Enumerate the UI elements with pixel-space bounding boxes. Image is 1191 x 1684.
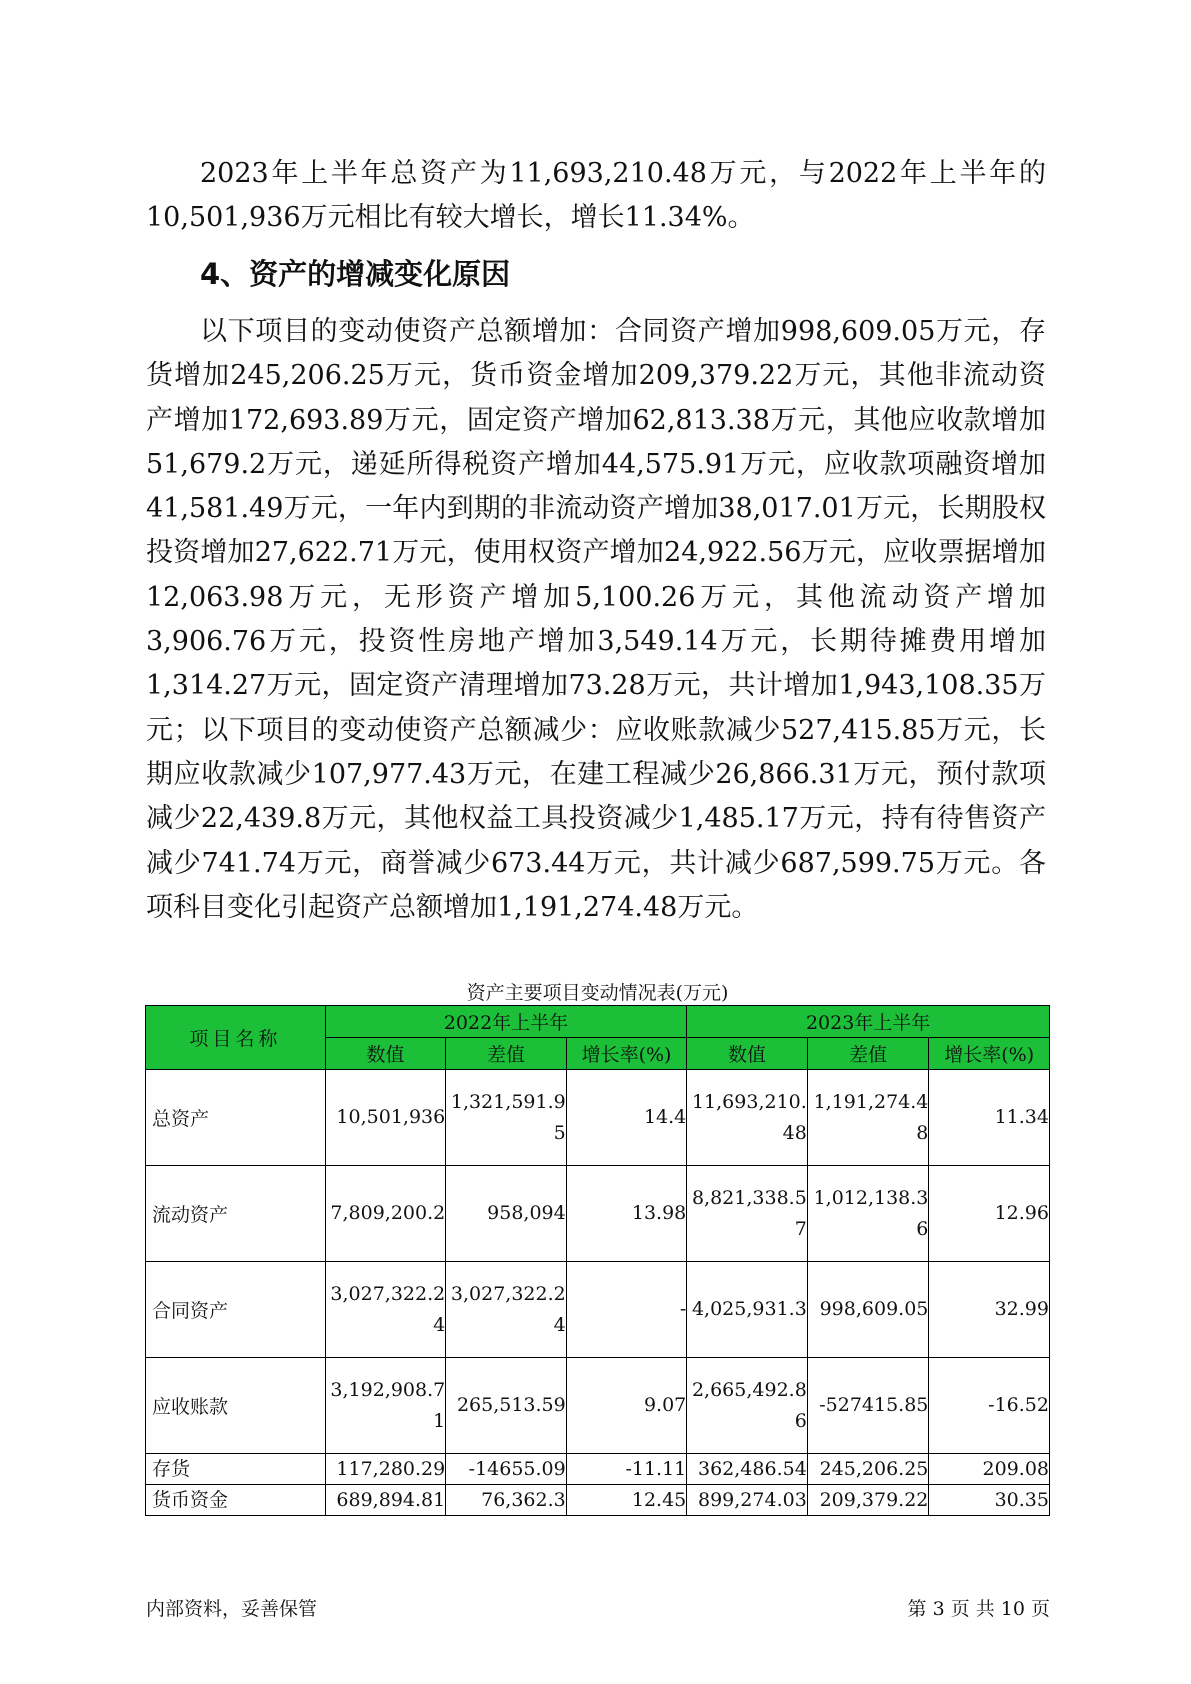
table-row bbox=[146, 1262, 1050, 1358]
header-item-name: 项目名称 bbox=[146, 1006, 326, 1070]
header-growth-2023: 增长率(%) bbox=[929, 1038, 1050, 1070]
header-value-2023: 数值 bbox=[687, 1038, 808, 1070]
table-row bbox=[146, 1358, 1050, 1454]
cell-growth-2023: 12.96 bbox=[929, 1166, 1050, 1262]
header-diff-2023: 差值 bbox=[807, 1038, 929, 1070]
header-period-2023: 2023年上半年 bbox=[687, 1006, 1050, 1038]
cell-diff-2022: 1,321,591.95 bbox=[446, 1070, 567, 1166]
header-growth-2022: 增长率(%) bbox=[566, 1038, 687, 1070]
row-name: 存货 bbox=[146, 1454, 326, 1485]
section-heading: 4、资产的增减变化原因 bbox=[200, 257, 511, 291]
cell-growth-2022: -11.11 bbox=[566, 1454, 687, 1485]
cell-growth-2022: 9.07 bbox=[566, 1358, 687, 1454]
header-period-2022: 2022年上半年 bbox=[325, 1006, 687, 1038]
cell-diff-2023: 1,191,274.48 bbox=[807, 1070, 929, 1166]
cell-growth-2023: -16.52 bbox=[929, 1358, 1050, 1454]
cell-value-2023: 899,274.03 bbox=[687, 1485, 808, 1516]
cell-value-2022: 689,894.81 bbox=[325, 1485, 446, 1516]
cell-value-2023: 2,665,492.86 bbox=[687, 1358, 808, 1454]
cell-diff-2023: 245,206.25 bbox=[807, 1454, 929, 1485]
table-row bbox=[146, 1070, 1050, 1166]
table-row bbox=[146, 1454, 1050, 1485]
cell-growth-2022: 12.45 bbox=[566, 1485, 687, 1516]
table-row bbox=[146, 1166, 1050, 1262]
cell-diff-2022: 265,513.59 bbox=[446, 1358, 567, 1454]
cell-growth-2022: 13.98 bbox=[566, 1166, 687, 1262]
cell-diff-2023: 209,379.22 bbox=[807, 1485, 929, 1516]
cell-diff-2022: 958,094 bbox=[446, 1166, 567, 1262]
cell-diff-2022: -14655.09 bbox=[446, 1454, 567, 1485]
footer-page-number: 第 3 页 共 10 页 bbox=[907, 1598, 1050, 1620]
cell-value-2022: 7,809,200.2 bbox=[325, 1166, 446, 1262]
cell-growth-2023: 11.34 bbox=[929, 1070, 1050, 1166]
cell-growth-2023: 32.99 bbox=[929, 1262, 1050, 1358]
cell-diff-2023: -527415.85 bbox=[807, 1358, 929, 1454]
cell-value-2022: 3,192,908.71 bbox=[325, 1358, 446, 1454]
cell-growth-2022: - bbox=[566, 1262, 687, 1358]
header-value-2022: 数值 bbox=[325, 1038, 446, 1070]
footer-confidential-note: 内部资料，妥善保管 bbox=[146, 1598, 318, 1620]
cell-value-2023: 11,693,210.48 bbox=[687, 1070, 808, 1166]
table-row bbox=[146, 1485, 1050, 1516]
cell-diff-2022: 3,027,322.24 bbox=[446, 1262, 567, 1358]
cell-value-2022: 10,501,936 bbox=[325, 1070, 446, 1166]
header-diff-2022: 差值 bbox=[446, 1038, 567, 1070]
row-name: 总资产 bbox=[146, 1070, 326, 1166]
table-caption: 资产主要项目变动情况表(万元) bbox=[466, 982, 729, 1004]
cell-growth-2022: 14.4 bbox=[566, 1070, 687, 1166]
cell-growth-2023: 209.08 bbox=[929, 1454, 1050, 1485]
cell-value-2023: 362,486.54 bbox=[687, 1454, 808, 1485]
asset-change-table bbox=[145, 1005, 1050, 1516]
row-name: 流动资产 bbox=[146, 1166, 326, 1262]
paragraph-total-assets: 2023年上半年总资产为11,693,210.48万元，与2022年上半年的10,501,936万元相比有较大增长，增长11.34%。 bbox=[146, 158, 1046, 234]
cell-diff-2023: 1,012,138.36 bbox=[807, 1166, 929, 1262]
cell-value-2023: 8,821,338.57 bbox=[687, 1166, 808, 1262]
cell-value-2023: 4,025,931.3 bbox=[687, 1262, 808, 1358]
row-name: 应收账款 bbox=[146, 1358, 326, 1454]
paragraph-asset-changes: 以下项目的变动使资产总额增加：合同资产增加998,609.05万元，存货增加245,206.25万元，货币资金增加209,379.22万元，其他非流动资产增加172,693.89万元，固定资产增加62,813.38万元，其他应收款增加51,679.2万元，递延所得税资产增加44,575.91万元，应收款项融资增加41,581.49万元，一年内到期的非流动资产增加38,017.01万元，长期股权投资增加27,622.71万元，使用权资产增加24,922.56万元，应收票据增加12,063.98万元，无形资产增加5,100.26万元，其他流动资产增加3,906.76万元，投资性房地产增加3,549.14万元，长期待摊费用增加1,314.27万元，固定资产清理增加73.28万元，共计增加1,943,108.35万元；以下项目的变动使资产总额减少：应收账款减少527,415.85万元，长期应收款减少107,977.43万元，在建工程减少26,866.31万元，预付款项减少22,439.8万元，其他权益工具投资减少1,485.17万元，持有待售资产减少741.74万元，商誉减少673.44万元，共计减少687,599.75万元。各项科目变化引起资产总额增加1,191,274.48万元。 bbox=[146, 316, 1046, 923]
row-name: 货币资金 bbox=[146, 1485, 326, 1516]
cell-diff-2022: 76,362.3 bbox=[446, 1485, 567, 1516]
cell-value-2022: 3,027,322.24 bbox=[325, 1262, 446, 1358]
cell-value-2022: 117,280.29 bbox=[325, 1454, 446, 1485]
row-name: 合同资产 bbox=[146, 1262, 326, 1358]
cell-growth-2023: 30.35 bbox=[929, 1485, 1050, 1516]
cell-diff-2023: 998,609.05 bbox=[807, 1262, 929, 1358]
